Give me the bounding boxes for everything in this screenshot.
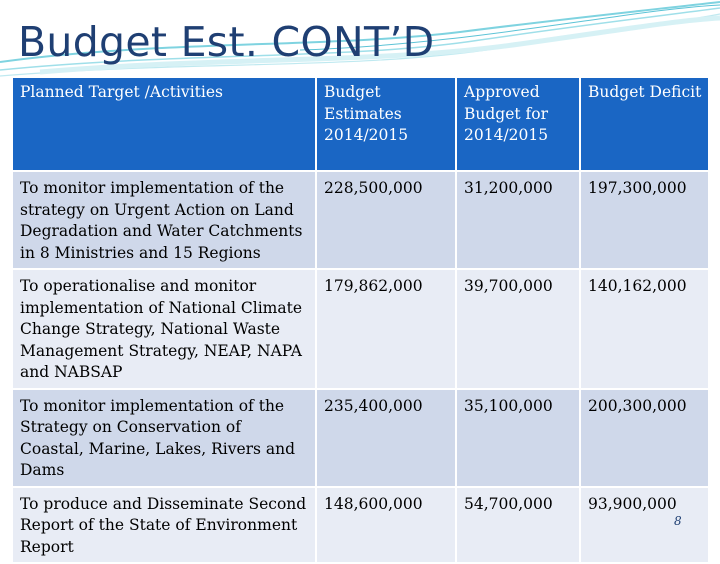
table-row	[12, 389, 709, 487]
activity-cell: To monitor implementation of the Strategy on Conservation of Coastal, Marine, Lakes, Rivers and Dams	[12, 389, 316, 487]
estimate-cell: 235,400,000	[316, 389, 456, 487]
approved-cell: 39,700,000	[456, 269, 580, 389]
table-header-row	[12, 77, 709, 171]
activity-cell: To monitor implementation of the strategy on Urgent Action on Land Degradation and Water Catchments in 8 Ministries and 15 Regions	[12, 171, 316, 269]
deficit-cell: 200,300,000	[580, 389, 709, 487]
activity-cell: To operationalise and monitor implementation of National Climate Change Strategy, National Waste Management Strategy, NEAP, NAPA and NABSAP	[12, 269, 316, 389]
table-row	[12, 269, 709, 389]
estimate-cell: 148,600,000	[316, 487, 456, 564]
header-budget-estimates: Budget Estimates 2014/2015	[316, 77, 456, 171]
page-number: 8	[674, 514, 682, 528]
deficit-cell: 197,300,000	[580, 171, 709, 269]
header-approved-budget: Approved Budget for 2014/2015	[456, 77, 580, 171]
header-planned-target: Planned Target /Activities	[12, 77, 316, 171]
budget-table	[11, 76, 710, 564]
estimate-cell: 179,862,000	[316, 269, 456, 389]
approved-cell: 35,100,000	[456, 389, 580, 487]
table-row	[12, 171, 709, 269]
slide-title: Budget Est. CONT’D	[18, 18, 435, 66]
header-budget-deficit: Budget Deficit	[580, 77, 709, 171]
table-row	[12, 487, 709, 564]
estimate-cell: 228,500,000	[316, 171, 456, 269]
activity-cell: To produce and Disseminate Second Report of the State of Environment Report	[12, 487, 316, 564]
approved-cell: 54,700,000	[456, 487, 580, 564]
deficit-cell: 93,900,000	[580, 487, 709, 564]
approved-cell: 31,200,000	[456, 171, 580, 269]
deficit-cell: 140,162,000	[580, 269, 709, 389]
